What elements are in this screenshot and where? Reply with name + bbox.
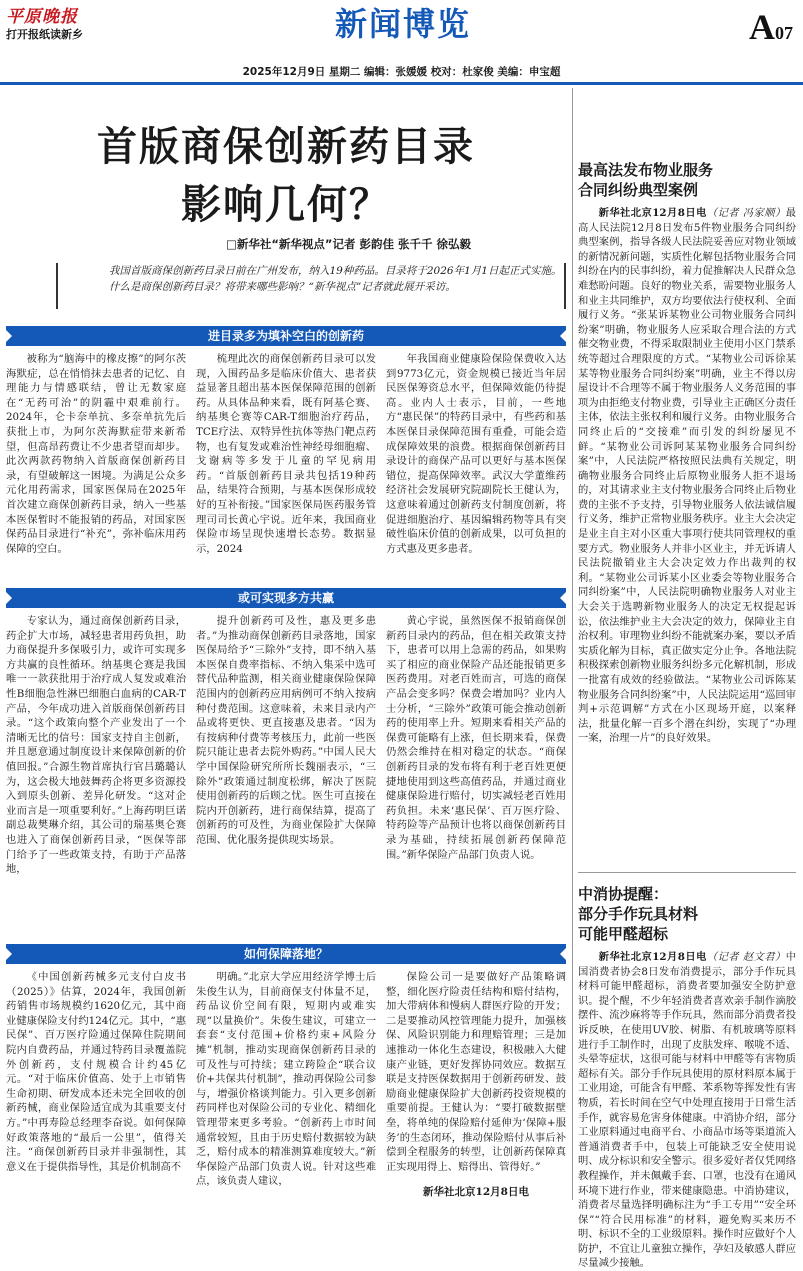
side-divider [578, 872, 796, 873]
side-article-2-body [578, 950, 796, 1270]
main-article [6, 88, 566, 1200]
subhead-section-2: 或可实现多方共赢 [6, 588, 566, 608]
section-2-columns [6, 614, 566, 934]
side-article-2-title [578, 884, 796, 944]
byline: □新华社“新华视点”记者 彭韵佳 张千千 徐弘毅 [226, 237, 471, 251]
headline-line-2: 影响几何？ [181, 182, 391, 228]
title-line: 合同纠纷典型案例 [578, 181, 699, 199]
section-3-col-2 [196, 970, 376, 1188]
title-line: 最高法发布物业服务 [578, 161, 714, 179]
paragraph: 保险公司一是要做好产品策略调整，细化医疗险责任结构和赔付结构，加大带病体和慢病人群医疗险的开发；二是要推动风控管理能力提升，加强核保、风险识别能力和理赔管理；三是加速推动一体化生态建设，积极融入大健康产业链，更好发挥协同效应。数据互联是支持医保数据用于创新药研发、鼓励商业健康保险扩大创新药投资规模的重要前提。王健认为：“要打破数据壁垒，将单纯的保险赔付延伸为‘保障+服务’的生态闭环，推动保险赔付从事后补偿到全程服务的转型，让创新药保障真正实现用得上、赔得出、管得好。” [386, 971, 566, 1173]
section-3-col-1 [6, 970, 186, 1184]
newspaper-logo [6, 6, 116, 42]
paragraph: 《中国创新药械多元支付白皮书（2025）》估算，2024年，我国创新药销售市场规模约1620亿元，其中商业健康保险支付约124亿元。其中，“惠民保”、百万医疗险通过保障住院期间院内自费药品，并通过特药目录覆盖院外创新药，支付规模合计约45亿元。“对于临床价值高、处于上市销售生命初期、研发成本还未完全回收的创新药械，商业保险适宜成为其重要支付方。”中再寿险总经理李奋说。如何保障好政策落地的“最后一公里”，值得关注。“商保创新药目录并非强制性，其意义在于提供指导性，其是价机制高不 [6, 971, 186, 1173]
title-line: 部分手作玩具材料 [578, 905, 699, 923]
paragraph: 提升创新药可及性，惠及更多患者。”为推动商保创新药目录落地，国家医保局给予“三除外”支持，即不纳入基本医保自费率指标、不纳入集采中选可替代品种监测，相关商业健康保险保障范围内的创新药应用病例可不纳入按病种付费范围。这意味着，未来目录内产品或将更快、更直接惠及患者。“因为有按病种付费等考核压力，此前一些医院只能让患者去院外购药。”中国人民大学中国保险研究所所长魏丽表示，“三除外”政策通过制度松绑，解决了医院使用创新药的后顾之忧。医生可直接在院内开创新药，进行商保结算，提高了创新药的可及性，为商业保险扩大保障范围、优化服务提供现实场景。 [196, 615, 376, 846]
section-2-col-1 [6, 614, 186, 934]
page-digits: 07 [775, 23, 793, 43]
section-3-columns [6, 970, 566, 1188]
lead-paragraph [56, 263, 566, 309]
headline [6, 118, 566, 234]
section-2-col-3 [386, 614, 566, 934]
article-dateline-footer: 新华社北京12月8日电 [423, 1186, 529, 1198]
title-line: 可能甲醛超标 [578, 925, 669, 943]
subhead-section-3: 如何保障落地？ [6, 944, 566, 964]
paragraph: 专家认为，通过商保创新药目录，药企扩大市场，减轻患者用药负担，助力商保提升多保吸引力，或许可实现多方共赢的良性循环。纳基奥仑赛是我国唯一一款获批用于治疗成人复发或难治性B细胞急性淋巴细胞白血病的CAR-T产品，今年成功进入首版商保创新药目录。“这个政策向整个产业发出了一个清晰无比的信号：国家支持自主创新，并且愿意通过制度设计来保障创新的价值回报。”合源生物首席执行官吕璐璐认为，这会极大地鼓舞药企将更多资源投入到原头创新、差异化研发。“这对企业而言是一项重要利好。”上海药明巨诺副总裁樊琳介绍，其公司的瑞基奥仑赛也进入了商保创新药目录，“医保等部门给予了一些政策支持，有助于产品落地， [6, 615, 186, 876]
dateline: 新华社北京12月8日电 [598, 951, 707, 963]
lead-bracket [564, 263, 566, 309]
header-rule [0, 82, 803, 85]
paragraph: 梳理此次的商保创新药目录可以发现，入围药品多是临床价值大、患者获益显著且超出基本医保保障范围的创新药。从具体品种来看，既有阿基仑赛、纳基奥仑赛等CAR-T细胞治疗药品，TCE疗法、双特异性抗体等热门靶点药物，也有复发或难治性神经母细胞瘤、戈谢病等多发于儿童的罕见病用药。“首版创新药目录共包括19种药品，结果符合预期，与基本医保形成较好的互补衔接。”国家医保局医药服务管理司司长黄心宇说。近年来，我国商业保险市场呈现快速增长态势。数据显示，2024 [196, 353, 376, 555]
title-line: 中消协提醒： [578, 885, 669, 903]
subhead-section-1: 进目录多为填补空白的创新药 [6, 326, 566, 346]
side-column [578, 88, 796, 1270]
side-article-1-title [578, 160, 796, 200]
reporter: （记者 冯家顺） [706, 207, 786, 219]
paragraph: 中国消费者协会8日发布消费提示，部分手作玩具材料可能甲醛超标，消费者要加强安全防护意识。提个醒，不少年轻消费者喜欢亲手制作滴胶摆件、流沙麻将等手作玩具，然而部分消费者投诉反映，在使用UV胶、树脂、有机玻璃等原料进行手工制作时，出现了皮肤发痒、喉咙不适、头晕等症状，这很可能与材料中甲醛等有害物质超标有关。部分手作玩具使用的原材料原本属于工业用途，可能含有甲醛、苯系物等挥发性有害物质，若长时间在空气中处理直接用于日常生活手作，就容易危害身体健康。中消协介绍，部分工业原料通过电商平台、小商品市场等渠道流入普通消费者手中，包装上可能缺乏安全使用说明、成分标识和安全警示。很多爱好者仅凭网络教程操作，并未佩戴手套、口罩，也没有在通风环境下进行作业，带来健康隐患。中消协建议，消费者尽量选择明确标注为“手工专用”“安全环保”“符合民用标准”的材料，避免购买来历不明、标识不全的工业级原料。操作时应做好个人防护，不宜让儿童独立操作，孕妇及敏感人群应尽量减少接触。 [578, 951, 796, 1270]
page-letter: A [749, 7, 775, 47]
section-2-col-2 [196, 614, 376, 934]
section-3-col-3 [386, 970, 566, 1184]
header-info: 2025年12月9日 星期二 编辑：张媛媛 校对：杜家俊 美编：申宝超 [242, 66, 561, 78]
lead-text-1: 我国首版商保创新药目录日前在广州发布，纳入19种药品。目录将于2026年1月1日起正式实施。 [109, 265, 562, 277]
brand-slogan: 打开报纸读新乡 [6, 28, 83, 41]
paragraph: 最高人民法院12月8日发布5件物业服务合同纠纷典型案例，指导各级人民法院妥善应对物业领域的新情况新问题，实质性化解包括物业服务合同纠纷在内的民事纠纷，着力促推解决人民群众急难愁盼问题。良好的物业关系，需要物业服务人和业主共同维护，双方均要依法行使权利、全面履行义务。“张某诉某物业公司物业服务合同纠纷案”明确，物业服务人应采取合理合法的方式催交物业费，不得采取限制业主使用小区门禁系统等超过合理限度的方式。“某物业公司诉徐某某等物业服务合同纠纷案”明确，业主不得以房屋设计不合理等不属于物业服务人义务范围的事项为由拒绝支付物业费，引导业主正确区分责任主体，依法主张权利和履行义务。由物业服务合同终止后的“交接难”而引发的纠纷屡见不鲜。“某物业公司诉阿某某物业服务合同纠纷案”中，人民法院严格按照民法典有关规定，明确物业服务合同终止后原物业服务人拒不退场的，对其请求业主支付物业服务合同终止后物业费的主张不予支持，引导物业服务人依法诚信履行义务，维护正常物业服务秩序。业主大会决定是业主自主对小区重大事项行使共同管理权的重要方式。物业服务人并非小区业主，并无诉请人民法院撤销业主大会决定效力作出裁判的权利。“某物业公司诉某小区业委会等物业服务合同纠纷案”中，人民法院明确物业服务人对业主大会关于选聘新物业服务人的决定无权提起诉讼，依法维护业主大会决定的效力，保障业主自治权利。审理物业纠纷不能就案办案，要以矛盾实质化解为目标，真正做实定分止争。各地法院积极探索创新物业服务纠纷多元化解机制，形成一批富有成效的经验做法。“某物业公司诉陈某物业服务合同纠纷案”中，人民法院运用“巡回审判+示范调解”方式在小区现场开庭，以案释法，批量化解一百多个潜在纠纷，实现了“办理一案，治理一片”的良好效果。 [578, 207, 796, 745]
page-number [749, 6, 793, 48]
masthead [0, 0, 803, 62]
paragraph: 明确。”北京大学应用经济学博士后朱俊生认为，目前商保支付体量不足，药品议价空间有限，短期内或难实现“以量换价”。朱俊生建议，可建立一套套“支付范围+价格约束+风险分摊”机制，推动实现商保创新药目录的可及性与可持续；建立跨险企“联合议价+共保共付机制”，推动再保险公司参与，增强价格谈判能力。引入更多创新药同样也对保险公司的专业化、精细化管理带来更多考验。“创新药上市时间通常较短，且由于历史赔付数据较为缺乏，赔付成本的精准测算难度较大。”新华保险产品部门负责人说。针对这些难点，该负责人建议， [196, 971, 376, 1188]
brand-name: 平原晚报 [6, 7, 78, 27]
section-title: 新闻博览 [334, 5, 471, 43]
paragraph: 被称为“脑海中的橡皮擦”的阿尔茨海默症，总在悄悄抹去患者的记忆、自理能力与情感联结，曾让无数家庭在“无药可治”的阴霾中艰难前行。2024年，仑卡奈单抗、多奈单抗先后获批上市，为阿尔茨海默症带来新希望，但高昂药费让不少患者望而却步。此次两款药物纳入首版商保创新药目录，有望破解这一困境。为满足公众多元化用药需求，国家医保局在2025年首次建立商保创新药目录，纳入一些基本医保暂时不能报销的药品，对国家医保药品目录进行“补充”，弥补临床用药保障的空白。 [6, 353, 186, 555]
side-article-1 [578, 160, 796, 846]
paragraph: 年我国商业健康险保险保费收入达到9773亿元，资金规模已接近当年居民医保筹资总水平，但保障效能仍待提高。业内人士表示，目前，一些地方“惠民保”的特药目录中，有些药和基本医保目录保障范围有重叠，可能会造成保障效果的浪费。根据商保创新药目录设计的商保产品可以更好与基本医保错位，提高保障效率。武汉大学董维药经济社会发展研究院副院长王健认为，这意味着通过创新药支付制度创新，将促进细胞治疗、基因编辑药物等具有突破性临床价值的创新成果，以可负担的方式惠及更多患者。 [386, 353, 566, 555]
side-article-2 [578, 884, 796, 1270]
column-divider [572, 88, 573, 1200]
headline-line-1: 首版商保创新药目录 [97, 124, 475, 170]
lead-text-2: 什么是商保创新药目录？将带来哪些影响？“新华视点”记者就此展开采访。 [109, 281, 456, 293]
paragraph: 黄心宇说，虽然医保不报销商保创新药目录内的药品，但在相关政策支持下，患者可以用上急需的药品，如果购买了相应的商业保险产品还能报销更多医药费用。对老百姓而言，可选的商保产品会变多吗？保费会增加吗？业内人士分析，“三除外”政策可能会推动创新药的使用率上升。短期来看相关产品的保费可能略有上涨，但长期来看，保费仍然会维持在相对稳定的状态。“商保创新药目录的发布将有利于老百姓更便捷地使用到这些高值药品，并通过商业健康保险进行赔付，切实减轻老百姓用药负担。未来‘惠民保’、百万医疗险、特药险等产品预计也将以商保创新药目录为基础，持续拓展创新药保障范围。”新华保险产品部门负责人说。 [386, 615, 566, 861]
reporter: （记者 赵文君） [706, 951, 786, 963]
side-article-1-body [578, 206, 796, 846]
dateline: 新华社北京12月8日电 [598, 207, 707, 219]
